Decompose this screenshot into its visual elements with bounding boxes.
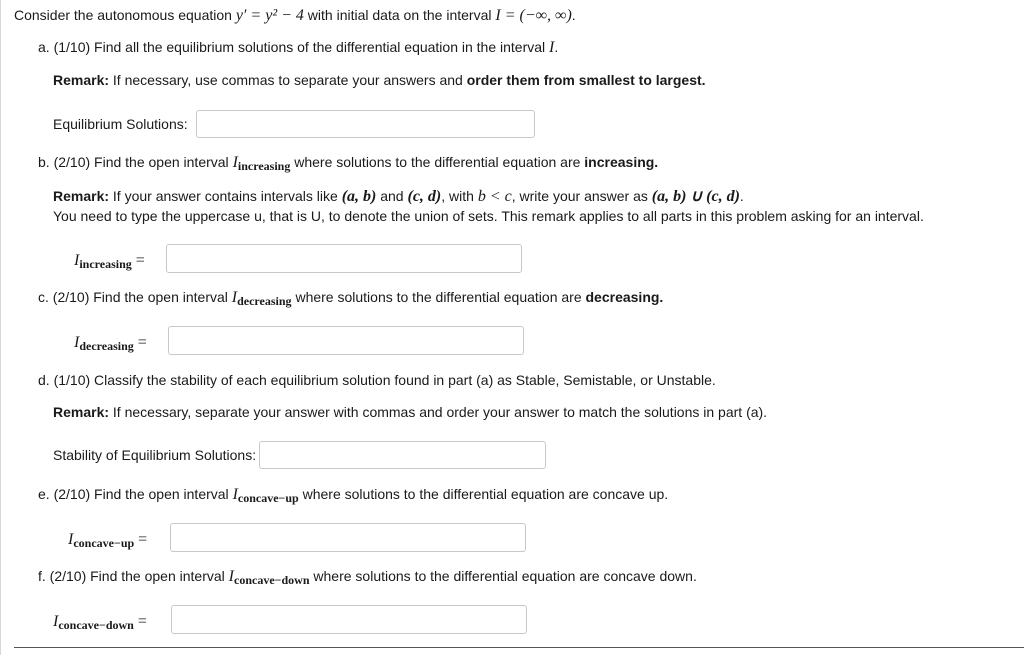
increasing-interval-input[interactable]	[166, 244, 522, 273]
equals-sign: =	[133, 613, 147, 630]
concave-down-interval-input[interactable]	[171, 605, 527, 634]
part-b-text: b. (2/10) Find the open interval	[38, 154, 233, 170]
equals-sign: =	[134, 531, 148, 548]
part-e-question	[38, 485, 668, 504]
part-a-question	[38, 38, 558, 57]
remark-text: If necessary, separate your answer with commas and order your answer to match the solutions in part (a).	[109, 404, 768, 420]
stability-input[interactable]	[259, 441, 546, 469]
part-a-end: .	[554, 39, 559, 55]
part-f-subscript: concave−down	[234, 573, 310, 587]
part-d-question: d. (1/10) Classify the stability of each equilibrium solution found in part (a) as Stable, Semistable, or Unstable.	[38, 372, 716, 388]
remark-label: Remark:	[53, 404, 110, 420]
part-c-text: c. (2/10) Find the open interval	[38, 289, 232, 305]
part-b-remark-line2: You need to type the uppercase u, that is U, to denote the union of sets. This remark applies to all parts in this problem asking for an interval.	[53, 208, 924, 224]
remark-write: , write your answer as	[511, 188, 652, 204]
remark-text: If your answer contains intervals like	[109, 188, 342, 204]
remark-with: , with	[441, 188, 478, 204]
remark-label: Remark:	[53, 188, 110, 204]
concave-up-interval-input[interactable]	[170, 523, 526, 552]
part-e-subscript: concave−up	[237, 491, 299, 505]
condition-math: b < c	[477, 188, 512, 205]
part-e-suffix: where solutions to the differential equation are concave up.	[298, 486, 669, 502]
part-a-interval-symbol: I	[549, 39, 555, 56]
concave-down-label	[53, 611, 147, 632]
concave-up-symbol: I	[68, 531, 74, 548]
increasing-symbol: I	[74, 252, 80, 269]
part-a-remark	[53, 71, 706, 89]
remark-text: If necessary, use commas to separate your answers and	[109, 72, 467, 88]
part-f-symbol: I	[228, 568, 234, 585]
interval-cd-math: (c, d)	[407, 188, 442, 205]
remark-label: Remark:	[53, 72, 110, 88]
concave-up-subscript: concave−up	[73, 536, 135, 550]
equilibrium-solutions-input[interactable]	[196, 110, 535, 138]
increasing-subscript: increasing	[79, 257, 132, 271]
part-c-middle: where solutions to the differential equation are	[291, 289, 586, 305]
part-f-suffix: where solutions to the differential equation are concave down.	[309, 568, 697, 584]
equals-sign: =	[133, 334, 147, 351]
bottom-divider	[14, 647, 1024, 648]
intro-text: Consider the autonomous equation	[14, 7, 236, 23]
remark-bold-text: order them from smallest to largest.	[466, 72, 706, 88]
part-c-question	[38, 288, 663, 307]
remark-and: and	[376, 188, 408, 204]
interval-math: I = (−∞, ∞)	[495, 7, 572, 24]
part-e-symbol: I	[232, 486, 238, 503]
problem-statement	[14, 6, 576, 25]
concave-down-subscript: concave−down	[58, 618, 134, 632]
concave-up-label	[68, 529, 147, 550]
interval-ab-math: (a, b)	[341, 188, 377, 205]
part-b-symbol: I	[232, 154, 238, 171]
part-b-remark	[53, 187, 744, 206]
part-a-answer-label: Equilibrium Solutions:	[53, 116, 188, 132]
part-b-question	[38, 153, 658, 172]
decreasing-symbol: I	[74, 334, 80, 351]
decreasing-interval-input[interactable]	[168, 326, 524, 355]
part-d-remark	[53, 403, 767, 421]
part-c-bold: decreasing.	[585, 289, 664, 305]
concave-down-symbol: I	[53, 613, 59, 630]
part-c-symbol: I	[231, 289, 238, 306]
part-e-text: e. (2/10) Find the open interval	[38, 486, 233, 502]
part-a-text: a. (1/10) Find all the equilibrium solutions of the differential equation in the interval	[38, 39, 550, 55]
equation-math: y′ = y² − 4	[235, 7, 304, 24]
part-b-subscript: increasing	[237, 159, 291, 173]
part-f-question	[38, 567, 697, 586]
decreasing-subscript: decreasing	[79, 339, 134, 353]
increasing-label	[74, 250, 145, 271]
part-d-answer-label: Stability of Equilibrium Solutions:	[53, 447, 257, 463]
intro-suffix: .	[571, 7, 576, 23]
decreasing-label	[74, 332, 147, 353]
part-f-text: f. (2/10) Find the open interval	[38, 568, 229, 584]
part-b-bold: increasing.	[584, 154, 659, 170]
part-c-subscript: decreasing	[237, 294, 292, 308]
part-b-middle: where solutions to the differential equation are	[290, 154, 585, 170]
equals-sign: =	[131, 252, 145, 269]
union-math: (a, b) ∪ (c, d)	[651, 188, 740, 205]
remark-dot: .	[739, 188, 744, 204]
intro-text-middle: with initial data on the interval	[303, 7, 496, 23]
